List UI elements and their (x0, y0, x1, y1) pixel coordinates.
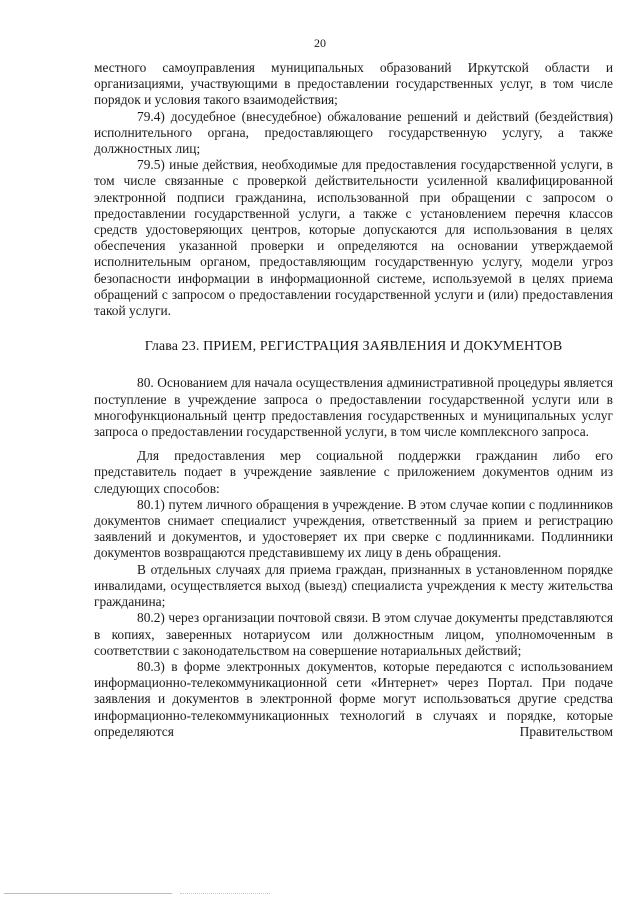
paragraph-80-1: 80.1) путем личного обращения в учреждение. В этом случае копии с подлинников документов снимает специалист учреждения, ответственный за прием и регистрацию заявлений и документов, и удостоверяет их при сверке с подлинниками. Подлинники документов возвращаются представившему их лицу в день обращения. (94, 496, 613, 561)
paragraph-79-4: 79.4) досудебное (внесудебное) обжалование решений и действий (бездействия) исполнительного органа, предоставляющего государственную услугу, а также должностных лиц; (94, 108, 613, 157)
chapter-heading: Глава 23. ПРИЕМ, РЕГИСТРАЦИЯ ЗАЯВЛЕНИЯ И ДОКУМЕНТОВ (144, 339, 563, 355)
paragraph-80: 80. Основанием для начала осуществления административной процедуры является поступление в учреждение запроса о предоставлении государственной услуги или в многофункциональный центр предоставления государственных и муниципальных услуг запроса о предоставлении государственной услуги, в том числе комплексного запроса. (94, 375, 613, 440)
footer-rule (4, 893, 172, 894)
paragraph-80-3: 80.3) в форме электронных документов, которые передаются с использованием информационно-телекоммуникационной сети «Интернет» через Портал. При подаче заявления и документов в электронной форме могут использоваться другие средства информационно-телекоммуникационных технологий в случаях и порядке, которые определяются Правительством (94, 658, 613, 739)
footer-rule-dotted (180, 893, 270, 894)
document-body (94, 60, 613, 740)
paragraph-80-2: 80.2) через организации почтовой связи. В этом случае документы представляются в копиях, заверенных нотариусом или должностным лицом, уполномоченным в соответствии с законодательством на совершение нотариальных действий; (94, 610, 613, 658)
paragraph-disabled-visit: В отдельных случаях для приема граждан, признанных в установленном порядке инвалидами, осуществляется выход (выезд) специалиста учреждения к месту жительства гражданина; (94, 561, 613, 610)
page-number: 20 (314, 36, 326, 50)
paragraph-submission-methods: Для предоставления мер социальной поддержки гражданин либо его представитель подает в учреждение заявление с приложением документов одним из следующих способов: (94, 448, 613, 496)
paragraph-intro-continuation: местного самоуправления муниципальных образований Иркутской области и организациями, участвующими в предоставлении государственных услуг, в том числе порядок и условия такого взаимодействия; (94, 60, 613, 108)
paragraph-79-5: 79.5) иные действия, необходимые для предоставления государственной услуги, в том числе связанные с проверкой действительности усиленной квалифицированной электронной подписи гражданина, использованной при обращении с запросом о предоставлении государственной услуги, а также с установлением перечня классов средств удостоверяющих центров, которые допускаются для использования в целях обеспечения указанной проверки и определяются на основании утверждаемой исполнительным органом, предоставляющим государственную услугу, модели угроз безопасности информации в информационной системе, используемой в целях приема обращений с запросом о предоставлении государственной услуги и (или) предоставления такой услуги. (94, 157, 613, 319)
